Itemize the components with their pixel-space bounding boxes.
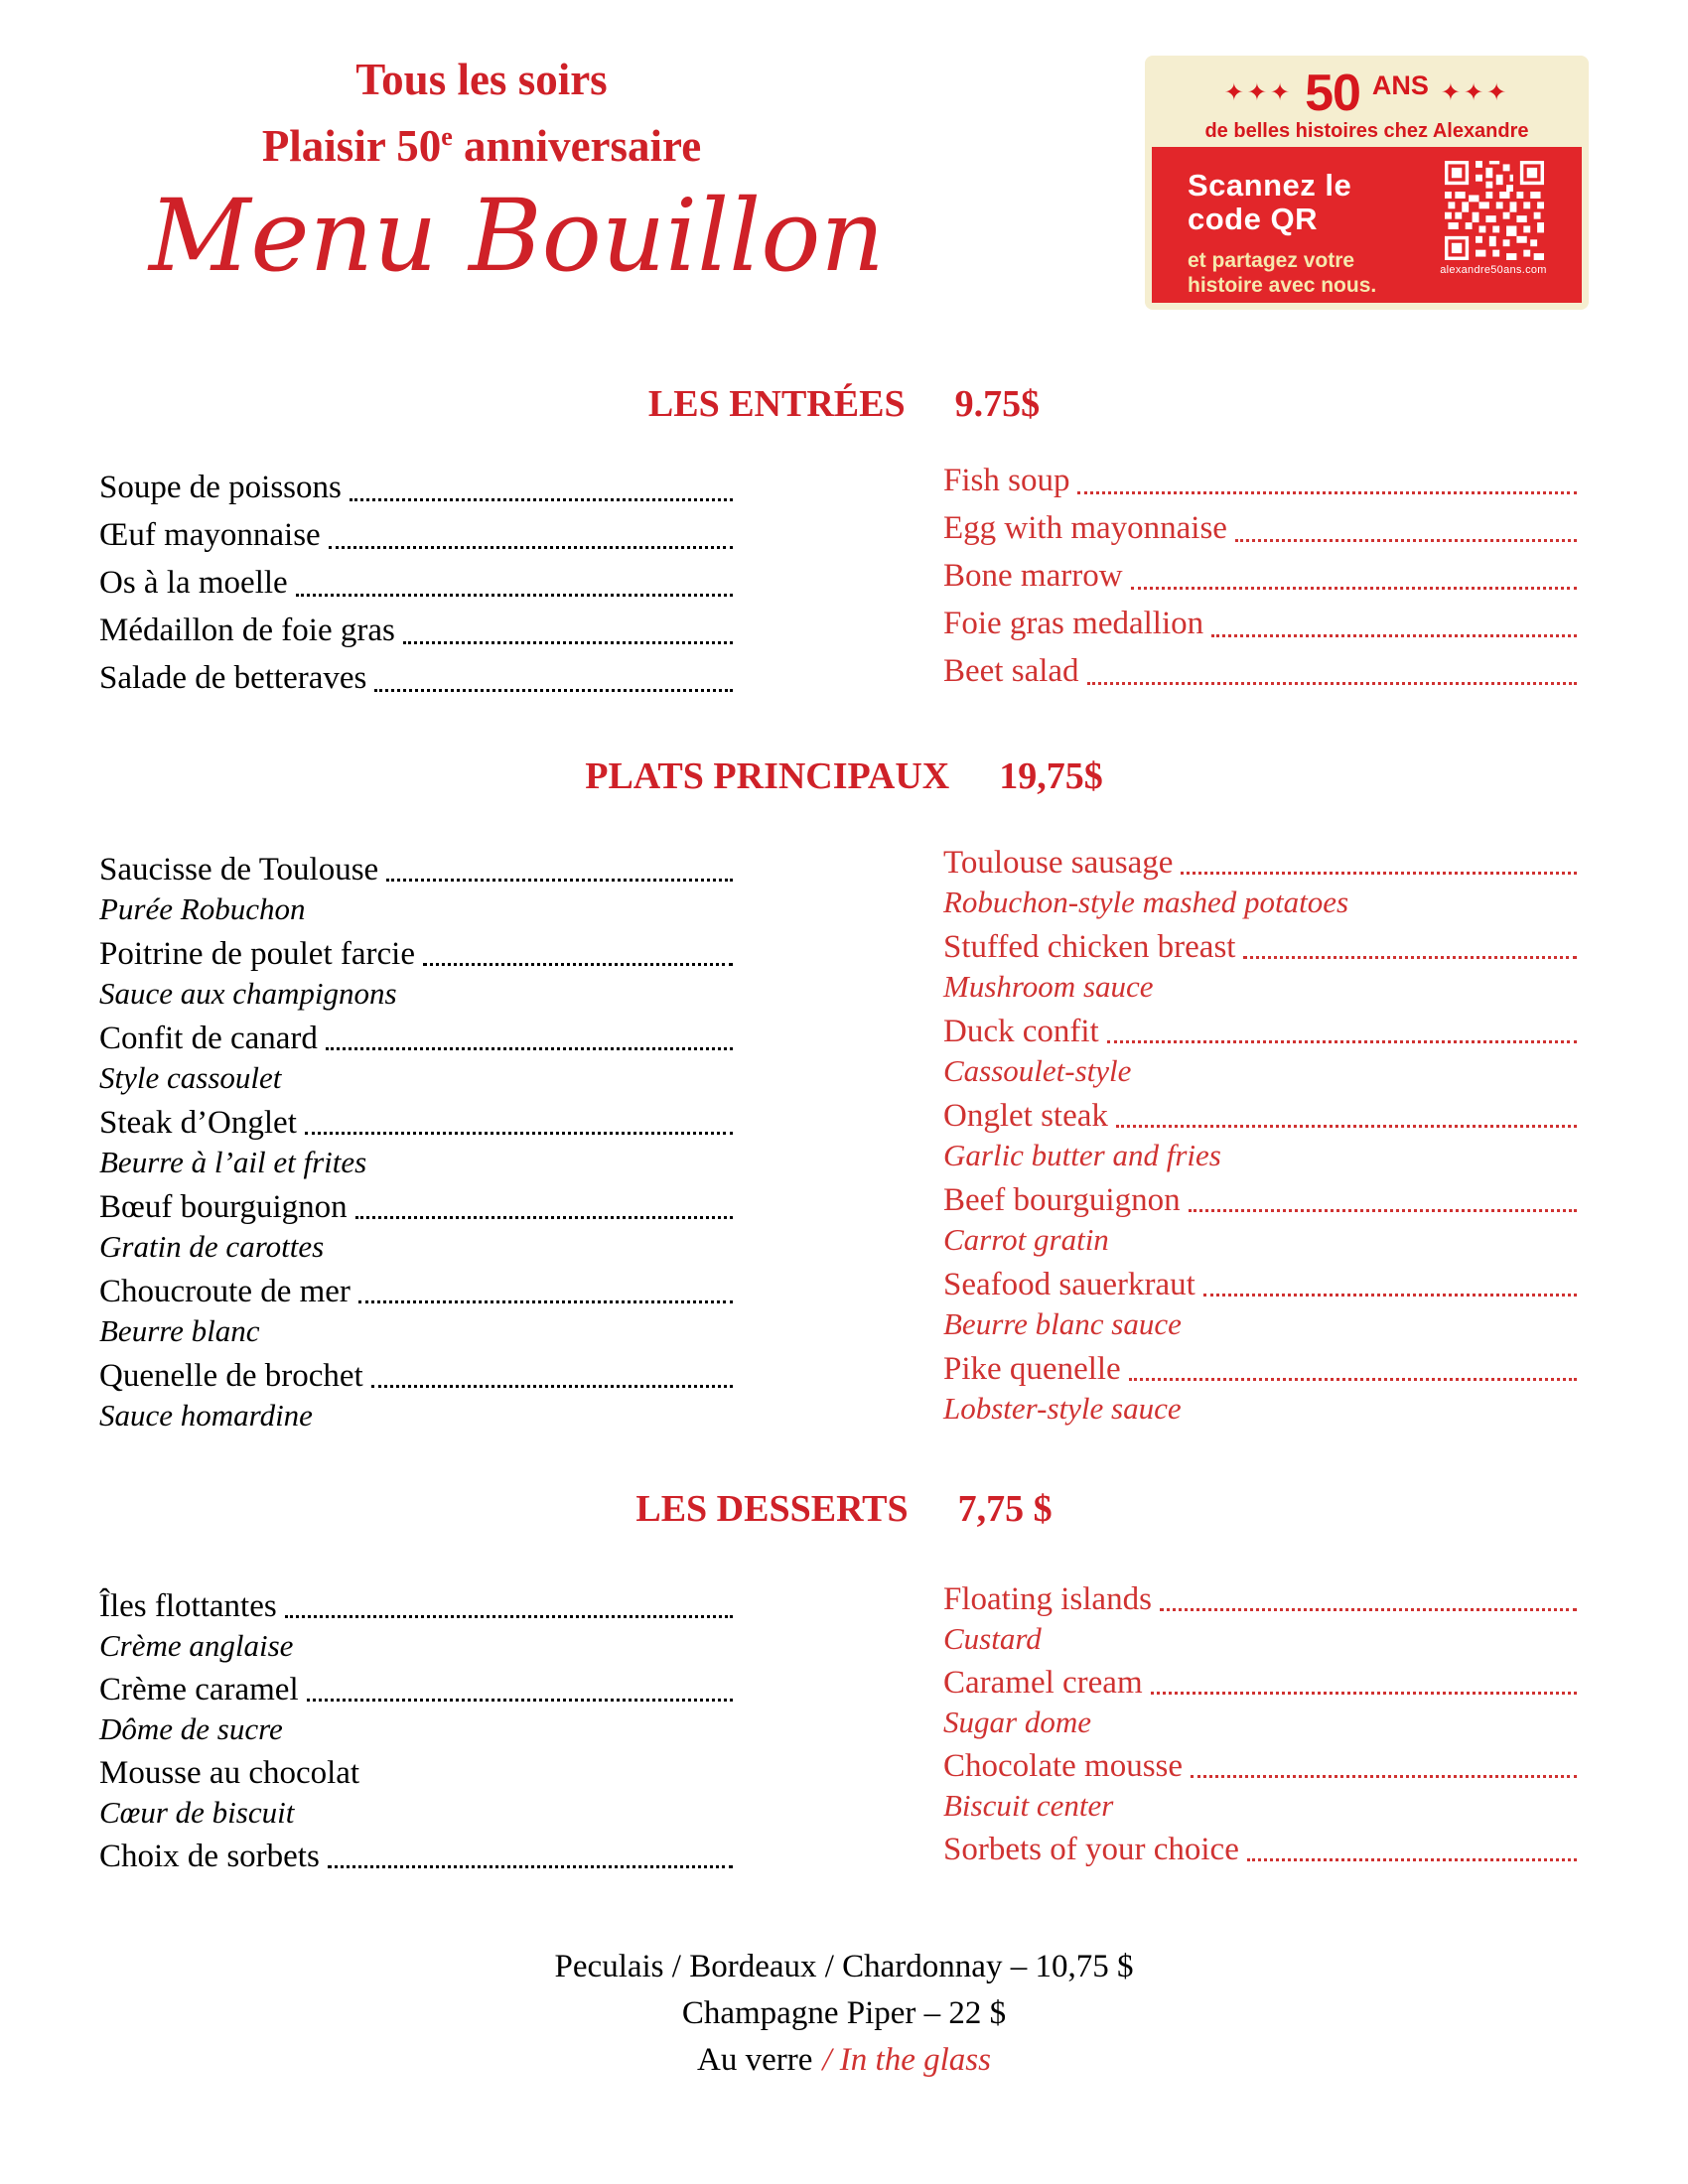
dotted-leader (1107, 1040, 1577, 1043)
dotted-leader (386, 879, 733, 882)
menu-item-en (943, 1011, 1579, 1095)
dotted-leader (1151, 1692, 1577, 1695)
item-subtitle: Biscuit center (943, 1788, 1114, 1823)
item-subtitle: Beurre blanc sauce (943, 1306, 1182, 1341)
menu-item-fr (99, 1102, 735, 1186)
item-subtitle: Carrot gratin (943, 1222, 1109, 1257)
dotted-leader (1087, 682, 1577, 685)
badge-50-ans-row (1223, 64, 1510, 122)
share-line2: histoire avec nous. (1188, 274, 1377, 297)
item-subtitle: Garlic butter and fries (943, 1138, 1221, 1172)
item-label: Quenelle de brochet (99, 1358, 363, 1394)
menu-item-fr (99, 1669, 735, 1752)
item-label: Onglet steak (943, 1098, 1108, 1134)
item-subtitle: Custard (943, 1621, 1042, 1656)
menu-item-en (943, 842, 1579, 926)
menu-item-en (943, 1348, 1579, 1433)
item-label: Salade de betteraves (99, 660, 367, 696)
item-subtitle: Beurre blanc (99, 1313, 260, 1348)
item-label: Foie gras medallion (943, 606, 1204, 641)
item-label: Chocolate mousse (943, 1748, 1184, 1784)
item-label: Soupe de poissons (99, 470, 342, 505)
menu-item-en (943, 1095, 1579, 1179)
qr-code (1445, 161, 1544, 260)
item-subtitle: Style cassoulet (99, 1060, 282, 1095)
item-label: Bœuf bourguignon (99, 1189, 348, 1225)
item-subtitle: Dôme de sucre (99, 1711, 283, 1746)
plats-title: PLATS PRINCIPAUX (585, 755, 950, 797)
menu-item-fr (99, 1752, 735, 1836)
desserts-title: LES DESSERTS (635, 1488, 909, 1530)
item-subtitle: Mushroom sauce (943, 969, 1154, 1004)
section-title-plats (0, 754, 1688, 798)
wine-footer (0, 1944, 1688, 2084)
dotted-leader (1203, 1294, 1577, 1297)
plats-list (99, 845, 1579, 1439)
item-label: Toulouse sausage (943, 845, 1174, 881)
dotted-leader (1247, 1858, 1577, 1861)
item-label: Choix de sorbets (99, 1839, 320, 1874)
dotted-leader (355, 1216, 733, 1219)
badge-subtitle: de belles histoires chez Alexandre (1204, 119, 1529, 142)
badge-50: 50 (1305, 64, 1360, 122)
dotted-leader (329, 546, 733, 549)
item-subtitle: Cassoulet-style (943, 1053, 1132, 1088)
dotted-leader (1211, 634, 1577, 637)
item-label: Mousse au chocolat (99, 1755, 360, 1791)
dotted-leader (296, 594, 733, 597)
menu-item-en (943, 1829, 1579, 1912)
item-subtitle: Lobster-style sauce (943, 1391, 1182, 1426)
desserts-price: 7,75 $ (957, 1488, 1053, 1530)
dotted-leader (358, 1300, 733, 1303)
menu-item-en (943, 1745, 1579, 1829)
item-label: Floating islands (943, 1581, 1152, 1617)
dotted-leader (328, 1865, 733, 1868)
star-icons-right: ✦✦✦ (1440, 78, 1510, 106)
wine-line3 (0, 2037, 1688, 2084)
item-label: Médaillon de foie gras (99, 613, 395, 648)
header-line1: Tous les soirs (355, 55, 608, 104)
anniversary-badge (1145, 56, 1589, 310)
menu-item-fr (99, 465, 735, 512)
wine-line1: Peculais / Bordeaux / Chardonnay – 10,75 $ (554, 1949, 1134, 1984)
menu-item-en (943, 1662, 1579, 1745)
dotted-leader (403, 641, 733, 644)
badge-top (1145, 56, 1589, 149)
entrees-title: LES ENTRÉES (647, 383, 906, 425)
scan-line2: code QR (1188, 202, 1318, 236)
menu-header (149, 52, 885, 294)
menu-item-en (943, 553, 1579, 601)
scan-line1: Scannez le (1188, 168, 1352, 203)
menu-item-fr (99, 1836, 735, 1919)
dotted-leader (374, 689, 733, 692)
item-label: Duck confit (943, 1014, 1099, 1049)
item-label: Confit de canard (99, 1021, 318, 1056)
menu-item-fr (99, 1355, 735, 1439)
plats-price: 19,75$ (999, 755, 1103, 797)
menu-item-en (943, 648, 1579, 696)
share-line1: et partagez votre (1188, 249, 1355, 272)
menu-item-fr (99, 1585, 735, 1669)
au-verre-label: Au verre (697, 2042, 813, 2078)
dotted-leader (1129, 1378, 1577, 1381)
badge-ans: ANS (1371, 69, 1429, 100)
entrees-list (99, 465, 1579, 703)
item-label: Pike quenelle (943, 1351, 1121, 1387)
badge-bottom (1152, 147, 1582, 303)
dotted-leader (305, 1132, 733, 1135)
menu-item-en (943, 458, 1579, 505)
dotted-leader (1160, 1608, 1577, 1611)
menu-item-en (943, 1264, 1579, 1348)
item-label: Sorbets of your choice (943, 1832, 1239, 1867)
header-line2 (149, 108, 814, 175)
item-label: Egg with mayonnaise (943, 510, 1227, 546)
item-subtitle: Crème anglaise (99, 1628, 294, 1663)
item-label: Beet salad (943, 653, 1079, 689)
item-label: Choucroute de mer (99, 1274, 351, 1309)
dotted-leader (1116, 1125, 1577, 1128)
item-subtitle: Robuchon-style mashed potatoes (943, 885, 1349, 919)
dotted-leader (1131, 587, 1577, 590)
item-label: Crème caramel (99, 1672, 299, 1707)
menu-item-en (943, 505, 1579, 553)
menu-item-en (943, 1179, 1579, 1264)
item-label: Saucisse de Toulouse (99, 852, 379, 887)
menu-item-fr (99, 608, 735, 655)
dotted-leader (1191, 1775, 1577, 1778)
dotted-leader (350, 498, 733, 501)
menu-item-fr (99, 1018, 735, 1102)
desserts-list (99, 1581, 1579, 1919)
item-subtitle: Sauce aux champignons (99, 976, 397, 1011)
menu-item-fr (99, 512, 735, 560)
dotted-leader (1235, 539, 1577, 542)
item-label: Œuf mayonnaise (99, 517, 321, 553)
dotted-leader (1077, 491, 1577, 494)
item-subtitle: Beurre à l’ail et frites (99, 1145, 367, 1179)
section-title-entrees (0, 382, 1688, 426)
share-story-label (1188, 248, 1376, 298)
item-label: Os à la moelle (99, 565, 288, 601)
entrees-price: 9.75$ (954, 383, 1041, 425)
in-the-glass-label: / In the glass (822, 2042, 991, 2078)
item-label: Stuffed chicken breast (943, 929, 1236, 965)
scan-qr-label (1188, 169, 1351, 236)
item-label: Steak d’Onglet (99, 1105, 297, 1141)
menu-item-fr (99, 933, 735, 1018)
dotted-leader (285, 1615, 733, 1618)
header-line2-prefix: Plaisir 50 (261, 121, 442, 171)
item-label: Beef bourguignon (943, 1182, 1181, 1218)
dotted-leader (326, 1047, 733, 1050)
menu-item-fr (99, 849, 735, 933)
menu-item-en (943, 601, 1579, 648)
dotted-leader (1181, 872, 1577, 875)
section-title-desserts (0, 1487, 1688, 1531)
item-label: Bone marrow (943, 558, 1123, 594)
dotted-leader (307, 1699, 733, 1702)
item-subtitle: Cœur de biscuit (99, 1795, 295, 1830)
item-label: Seafood sauerkraut (943, 1267, 1196, 1302)
item-label: Îles flottantes (99, 1588, 277, 1624)
menu-title: Menu Bouillon (149, 178, 885, 294)
menu-item-fr (99, 1271, 735, 1355)
menu-item-fr (99, 655, 735, 703)
item-subtitle: Sauce homardine (99, 1398, 313, 1433)
item-subtitle: Sugar dome (943, 1705, 1091, 1739)
item-subtitle: Gratin de carottes (99, 1229, 325, 1264)
menu-item-fr (99, 560, 735, 608)
badge-url: alexandre50ans.com (1440, 264, 1547, 276)
item-label: Fish soup (943, 463, 1070, 498)
item-label: Caramel cream (943, 1665, 1143, 1701)
header-line2-suffix: anniversaire (452, 121, 702, 171)
dotted-leader (423, 963, 733, 966)
item-subtitle: Purée Robuchon (99, 891, 306, 926)
item-label: Poitrine de poulet farcie (99, 936, 415, 972)
star-icons-left: ✦✦✦ (1223, 78, 1294, 106)
dotted-leader (1243, 956, 1577, 959)
menu-item-en (943, 926, 1579, 1011)
menu-item-en (943, 1578, 1579, 1662)
menu-item-fr (99, 1186, 735, 1271)
dotted-leader (1189, 1209, 1577, 1212)
wine-line2: Champagne Piper – 22 $ (681, 1995, 1007, 2031)
dotted-leader (371, 1385, 733, 1388)
header-line2-superscript: e (441, 122, 453, 151)
